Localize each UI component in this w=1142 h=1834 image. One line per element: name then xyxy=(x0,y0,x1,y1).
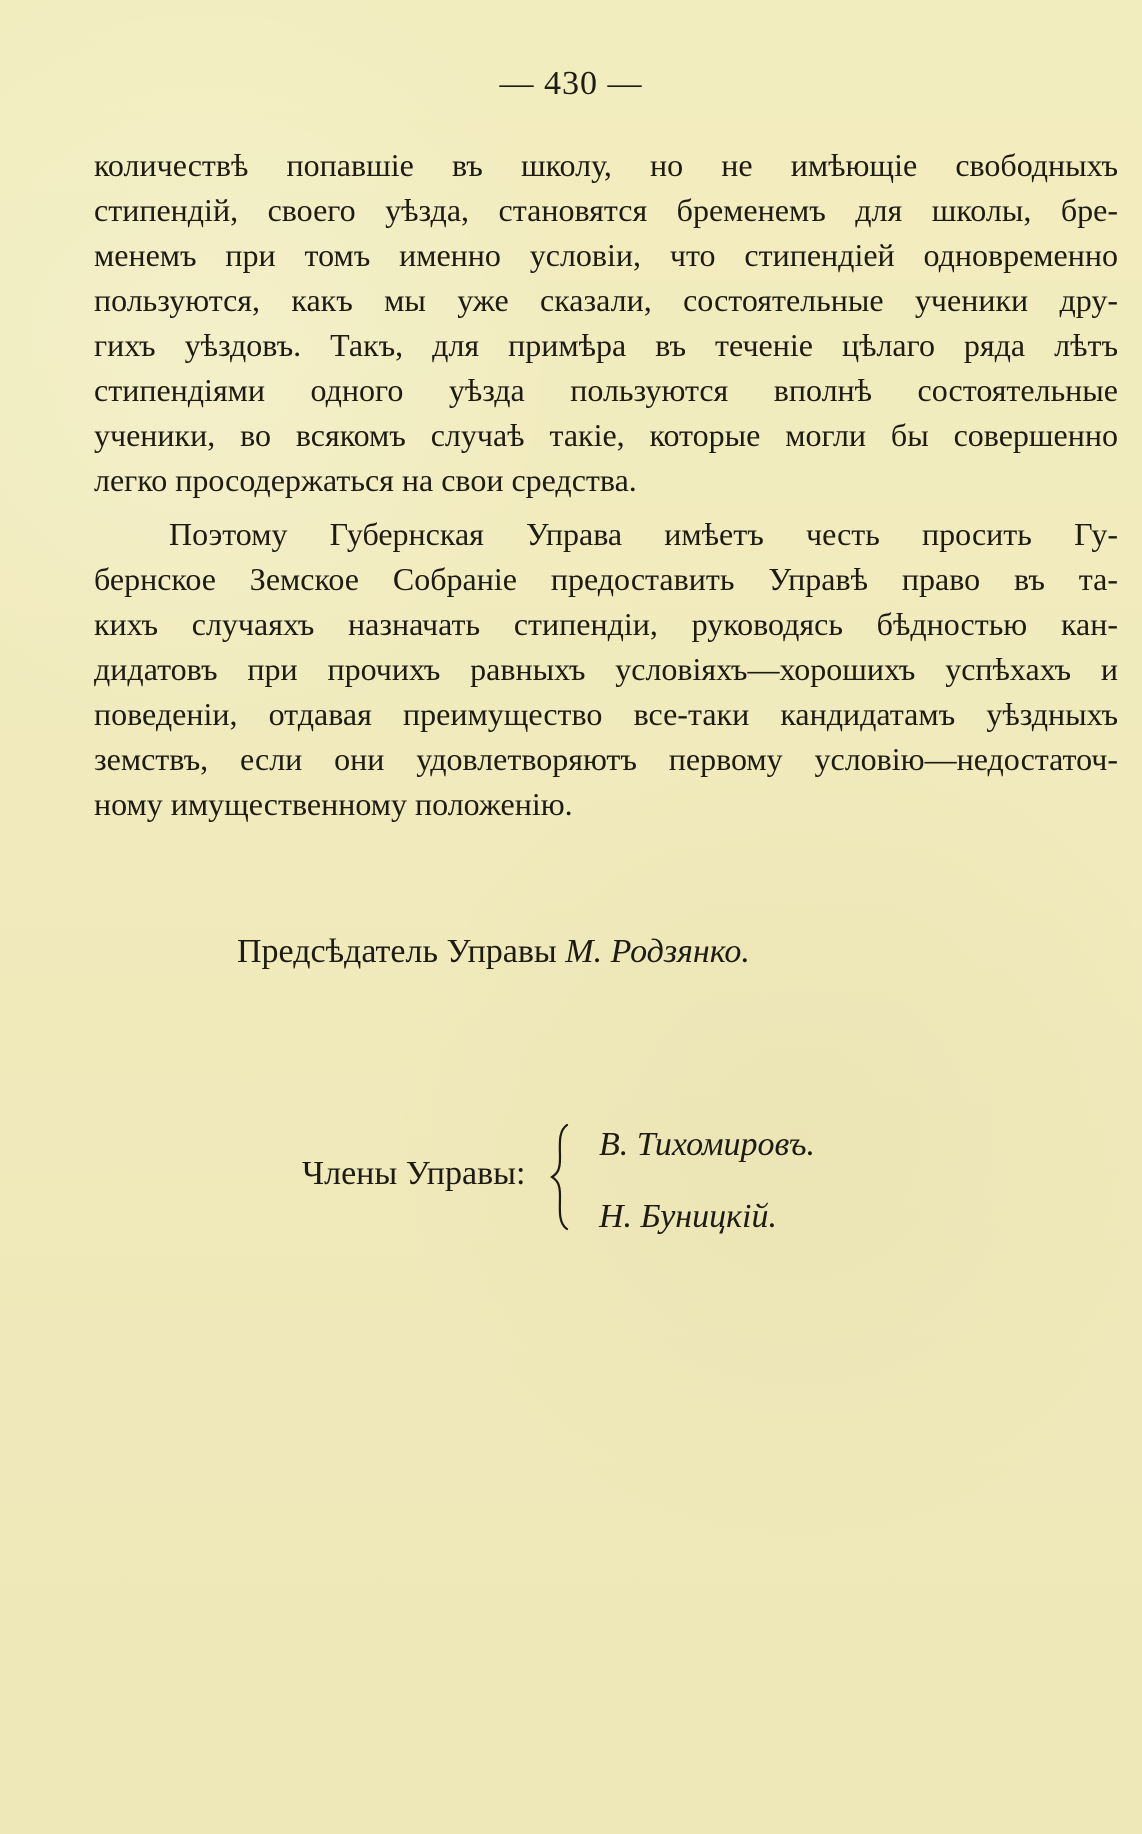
paragraph-2 xyxy=(94,512,1118,827)
chairman-label: Предсѣдатель Управы xyxy=(237,933,557,970)
text-line: ному имущественному положенiю. xyxy=(94,786,573,822)
text-line: кихъ случаяхъ назначать стипендiи, руководясь бѣдностью кан- xyxy=(94,606,1118,642)
chairman-name: М. Родзянко. xyxy=(565,933,750,970)
text-line: земствъ, если они удовлетворяютъ первому условiю—недостаточ- xyxy=(94,741,1118,777)
member-name: В. Тихомировъ. xyxy=(599,1126,815,1163)
text-line: бернское Земское Собранiе предоставить Управѣ право въ та- xyxy=(94,561,1118,597)
page-number: — 430 — xyxy=(499,65,643,102)
text-line: поведенiи, отдавая преимущество все-таки кандидатамъ уѣздныхъ xyxy=(94,696,1118,732)
members-label: Члены Управы: xyxy=(302,1155,526,1192)
chairman-signature xyxy=(237,930,750,974)
text-line: пользуются, какъ мы уже сказали, состоятельные ученики дру- xyxy=(94,282,1118,318)
text-line: гихъ уѣздовъ. Такъ, для примѣра въ теченiе цѣлаго ряда лѣтъ xyxy=(94,327,1118,363)
text-line: легко просодержаться на свои средства. xyxy=(94,462,637,498)
text-line: менемъ при томъ именно условiи, что стипендiей одновременно xyxy=(94,237,1118,273)
text-line: Поэтому Губернская Управа имѣетъ честь просить Гу- xyxy=(169,516,1118,552)
text-line: количествѣ попавшiе въ школу, но не имѣющiе свободныхъ xyxy=(94,147,1118,183)
member-name: Н. Буницкiй. xyxy=(599,1198,778,1235)
text-line: стипендiями одного уѣзда пользуются вполнѣ состоятельные xyxy=(94,372,1118,408)
paragraph-1 xyxy=(94,143,1118,503)
show-through-text xyxy=(94,925,1114,1775)
curly-brace-icon xyxy=(550,1123,574,1231)
text-line: ученики, во всякомъ случаѣ такiе, которые могли бы совершенно xyxy=(94,417,1118,453)
text-line: дидатовъ при прочихъ равныхъ условiяхъ—хорошихъ успѣхахъ и xyxy=(94,651,1118,687)
text-line: стипендiй, своего уѣзда, становятся бременемъ для школы, бре- xyxy=(94,192,1118,228)
